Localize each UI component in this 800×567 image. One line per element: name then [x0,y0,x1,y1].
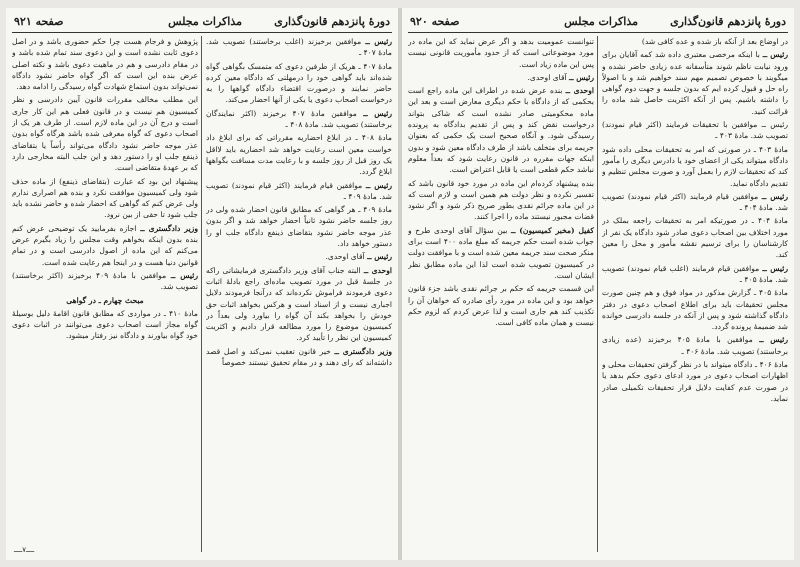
paragraph-text: مادهٔ ۴۰۵ ـ گزارش مذکور در مواد فوق و هم چنین صورت مجلس تحقیقات باید برای اطلاع اصحاب دعوی در دفتر دادگاه گذاشته شود و پس از آنکه در جلسه دادرسی خوانده شد ضمیمهٔ پرونده گردد. [602,288,788,332]
paragraph-text: پیشنهاد این بود که عبارت (بتقاضای ذینفع) از ماده حذف شود ولی کمیسیون موافقت نکرد و بنده هم اصراری ندارم ولی عرض کنم که گواهی که احضار شده و حاضر نشده باید جلب شود تا حقی از بین نرود. [12,176,198,220]
speaker-name: رئیس ــ [762,263,788,273]
left-page-header [12,12,392,33]
right-page-column-1 [602,36,788,554]
paragraph [206,251,392,262]
paragraph [206,36,392,59]
paragraph-text: مبحث چهارم ـ در گواهی [66,295,144,305]
speaker-name: رئیس ــ [170,270,198,280]
paragraph-text: مادهٔ ۴۰۸ ـ در ابلاغ احضاریه مقرراتی که برای ابلاغ داد خواست معین است رعایت خواهد شد احضاریه باید لااقل یک روز قبل از روز جلسه و با رعایت مدت مسافت بگواهها ابلاغ گردد. [206,133,392,177]
speaker-name: رئیس ــ [365,180,392,190]
paragraph-text: بین سؤال آقای اوحدی طرح و جواب شده است حکم جریمه که مبلغ ماده ۴۰۰ است برای منکر صحت سند جریمه معین شده است و با موافقت دولت در کمیسیون تصویب شده است لذا این ماده مطابق نظر ایشان است. [408,225,594,280]
paragraph [12,36,198,92]
paragraph-text: رئیس ــ موافقین با تحقیقات فرمایند (اکثر قیام نمودند) تصویب شد. مادهٔ ۴۰۳ ـ [602,120,788,141]
speaker-name: رئیس ــ [569,72,594,82]
paragraph-text: موافقین قیام فرمایند (اکثر قیام نمودند) تصویب شد. مادهٔ ۴۰۴ ـ [602,191,788,213]
speaker-name: رئیس ــ [363,108,392,118]
paragraph [206,132,392,177]
paragraph [602,263,788,286]
speaker-name: اوحدی ــ [565,86,594,96]
left-page [6,8,398,560]
paragraph [408,72,594,83]
paragraph [408,85,594,175]
paragraph [12,94,198,173]
paragraph [408,36,594,70]
paragraph-text: موافقین قیام فرمایند (اغلب قیام نمودند) تصویب شد. مادهٔ ۴۰۵ ـ [602,263,788,284]
paragraph-text: با اینکه مرخصی معتبری داده شد کمه آقایان برای ورود نیابت ناظم شوند متأسفانه عده زیادی حاضر نشده و میگویند با خصوص تصمیم مهم سند خواهیم شد و با اصولاً راه حل و قبول کرده ایم که بدون جلسه و جهت دوم گواهی را داشته باشیم. پس از آنکه اکثریت حاصل شد ماده را قرائت کنید. [602,50,788,116]
paragraph [602,334,788,357]
paragraph [12,176,198,221]
speaker-name: وزیر دادگستری ــ [334,346,392,356]
speaker-name: رئیس ــ [365,37,392,46]
paragraph-text: موافقین با مادهٔ ۴۰۹ برخیزند (اکثر برخاستند) تصویب شد. [12,270,198,292]
paragraph [206,346,392,369]
paragraph [602,215,788,260]
paragraph [602,144,788,189]
speaker-name: کفیل (مخبر کمیسیون) ــ [511,225,594,235]
left-page-column-1 [206,36,392,554]
paragraph-text: خیر قانون تعقیب نمی‌کند و اصل قصد داشته‌اند که رای دهند و در مقام تحقیق نیستند خصوصاً [206,346,392,368]
speaker-name: وزیر دادگستری ــ [140,223,198,233]
paragraph-text: مادهٔ ۴۰۹ ـ هر گواهی که مطابق قانون احضار شده ولی در روز جلسه حاضر نشود ثانیاً احضار خواهد شد و اگر بدون عذر موجه حاضر نشود بتقاضای ذینفع دادگاه جلب او را دستور خواهد داد. [206,205,392,249]
paragraph-text: موافقین مادهٔ ۴۰۷ برخیزند (اکثر نمایندگان برخاستند) تصویب شد. مادهٔ ۴۰۸ ـ [206,108,392,130]
paragraph [602,191,788,214]
series-label: دورهٔ پانزدهم قانون‌گذاری [670,15,786,28]
paragraph-text: تنوانست عمومیت بدهد و اگر عرض نماید که این ماده در مورد موضوعاتی است که از حدود مأموریت قانونی نیست پس این ماده زیاد است. [408,37,594,69]
journal-title: مذاکرات مجلس [564,15,638,28]
paragraph [206,204,392,249]
paragraph-text: مادهٔ ۴۰۳ ـ در صورتی که امر به تحقیقات محلی داده شود دادگاه میتواند یکی از اعضای خود یا دادرس دیگری را مأمور کند که تحقیقات لازم را بعمل آورد و صورت مجلس تنظیم و تقدیم دادگاه نماید. [602,144,788,188]
paragraph [602,36,788,47]
paragraph-text: آقای اوحدی. [527,72,567,82]
paragraph [408,225,594,281]
paragraph-text: مادهٔ ۴۱۰ ـ در مواردی که مطابق قانون اقامهٔ دلیل بوسیلهٔ گواه مجاز است اصحاب دعوی می‌توانند در اثبات دعوی خود گواه بیاورند و دادگاه نیز رفتار میشود. [12,308,198,341]
paragraph [206,108,392,131]
paragraph [408,283,594,328]
column-divider [201,36,202,552]
page-number: صفحه ۹۲۱ [14,15,64,28]
paragraph [206,61,392,106]
paragraph-text: پژوهش و فرجام هست چرا حکم حضوری باشد و در اصل دعوی ثابت نشده است و این دعوی سند تمام شده باشد و در مقام دادرسی و هم در ماهیت دعوی باشد و نکته اصلی عرض بنده این است که اگر گواه حاضر نشود دادگاه نمی‌تواند بدون استماع شهادت گواه رسیدگی را ادامه دهد. [12,37,198,92]
paragraph-text: بنده پیشنهاد کرده‌ام این ماده در مورد خود قانون باشد که تفسیر نکرده و نظر دولت هم همین است و لازم است که در این ماده جرائم نقدی بطور صریح ذکر شود و اگر نشود قضات مجبور نیستند ماده را اجرا کنند. [408,178,594,222]
paragraph-text: این مطلب مخالف مقررات قانون آیین دادرسی و نظر کمیسیون هم نیست و در قانون فعلی هم این کار جاری است و درج آن در این ماده لازم است. از طرف هر یک از اصحاب دعوی که گواه معرفی شده باشد هرگاه گواه بدون عذر موجه حاضر نشود دادگاه می‌تواند رأساً یا بتقاضای ذینفع جلب او را دستور دهد و این جلب البته مخارجی دارد که بر عهدهٔ متقاضی است. [12,95,198,173]
paragraph-text: این قسمت جریمه که حکم بر جرائم نقدی باشد جزء قانون خواهد بود و این ماده در مورد رأی صادره که خواهان آن را تکذیب کند هم جاری است و لذا عرض کردم که لزوم حکم نیست و همان ماده کافی است. [408,284,594,328]
paragraph-text: بنده عرض شده در اطراف این ماده راجع است بحکمی که از دادگاه با حکم دیگری معارض است و بعد این ماده محکومیتی صادر نشده است که شاکی بتواند درخواست نقض کند و پس از تقدیم بدادگاه به پرونده رسیدگی شود. و آنگاه صحیح است یک حکمی که بعنوان جریمه برای متخلف باشد از طرف دادگاه معین شود و بدون اینکه جهات مقرره در قانون رعایت شود که بعداً معلوم نباشد حکم قطعی است یا قابل اعتراض است. [408,86,594,175]
paragraph-text: موافقین با مادهٔ ۴۰۵ برخیزند (عده زیادی برخاستند) تصویب شد. مادهٔ ۴۰۶ ـ [602,335,788,356]
paragraph-text: موافقین برخیزند (اغلب برخاستند) تصویب شد. مادهٔ ۴۰۷ ـ [206,37,392,58]
paragraph [12,308,198,342]
left-page-column-2 [12,36,198,554]
speaker-name: رئیس ــ [762,50,788,60]
series-label: دورهٔ پانزدهم قانون‌گذاری [274,15,390,28]
paragraph-text: موافقین قیام فرمایند (اکثر قیام نمودند) تصویب شد. مادهٔ ۴۰۹ ـ [206,180,392,201]
paragraph [602,287,788,332]
paragraph-text: مادهٔ ۴۰۴ ـ در صورتیکه امر به تحقیقات راجعه بملک در مورد اختلاف بین اصحاب دعوی صادر شود دادگاه یک نفر از کارشناسان را برای ترسیم نقشه مأمور و محل را معین کند. [602,216,788,260]
paragraph-text: البته جناب آقای وزیر دادگستری فرمایشاتی راکه در جلسهٔ قبل در مورد تصویب ماده‌ای راجع بادلهٔ اثبات دعوی فرمودند فراموش نکرده‌اند که درآنجا فرمودند دلایل اجباری نیست و از اسناد است و هرکس بخواهد اثبات حق خودش را بخواهد بکند آن گواه را بیاورد ولی بعداً در کمیسیون موضوع را مورد مطالعه قرار دادیم و اکثریت کمیسیون این نظر را تأیید کرد. [206,265,392,343]
right-page-header [408,12,788,33]
paragraph [206,265,392,344]
paragraph [12,223,198,268]
paragraph [12,295,198,306]
journal-title: مذاکرات مجلس [168,15,242,28]
column-divider [597,36,598,552]
paragraph-text: در اوضاع بعد از آنکه باز شده و عده کافی شد) [641,37,788,46]
page-number: صفحه ۹۲۰ [410,15,460,28]
paragraph [602,119,788,142]
paragraph-text: اجازه بفرمایید یک توضیحی عرض کنم بنده بدون اینکه بخواهم وقت مجلس را زیاد بگیرم عرض می‌کنم که این ماده از اصول دادرسی است و در تمام قوانین دنیا هست و در اینجا هم رعایت شده است. [12,223,198,267]
right-page-column-2 [408,36,594,554]
page-footer: ــــ۷ــــ [14,546,35,554]
paragraph [602,49,788,117]
speaker-name: رئیس ــ [759,335,788,345]
paragraph [12,270,198,293]
paragraph [602,359,788,404]
paragraph-text: مادهٔ ۴۰۶ ـ دادگاه میتواند با در نظر گرفتن تحقیقات محلی و اظهارات اصحاب دعوی در مورد ادعای دعوی حکم بدهد یا در صورت عدم کفایت دلایل قرار تحقیقات تکمیلی صادر نماید. [602,360,788,403]
paragraph-text: آقای اوحدی. [325,252,365,262]
paragraph [206,180,392,203]
paragraph [408,178,594,223]
speaker-name: رئیس ــ [761,191,788,201]
speaker-name: اوحدی ــ [363,265,392,275]
right-page [402,8,794,560]
paragraph-text: مادهٔ ۴۰۷ ـ هریک از طرفین دعوی که متمسک بگواهی گواه شده‌اند باید گواهی خود را درمهلتی که دادگاه معین کرده حاضر نمایند و درصورت اقتضاء دادگاه گواهها را به درخواست اصحاب دعوی یا یکی از آنها احضار می‌کند. [206,61,392,105]
speaker-name: رئیس ــ [367,252,392,262]
